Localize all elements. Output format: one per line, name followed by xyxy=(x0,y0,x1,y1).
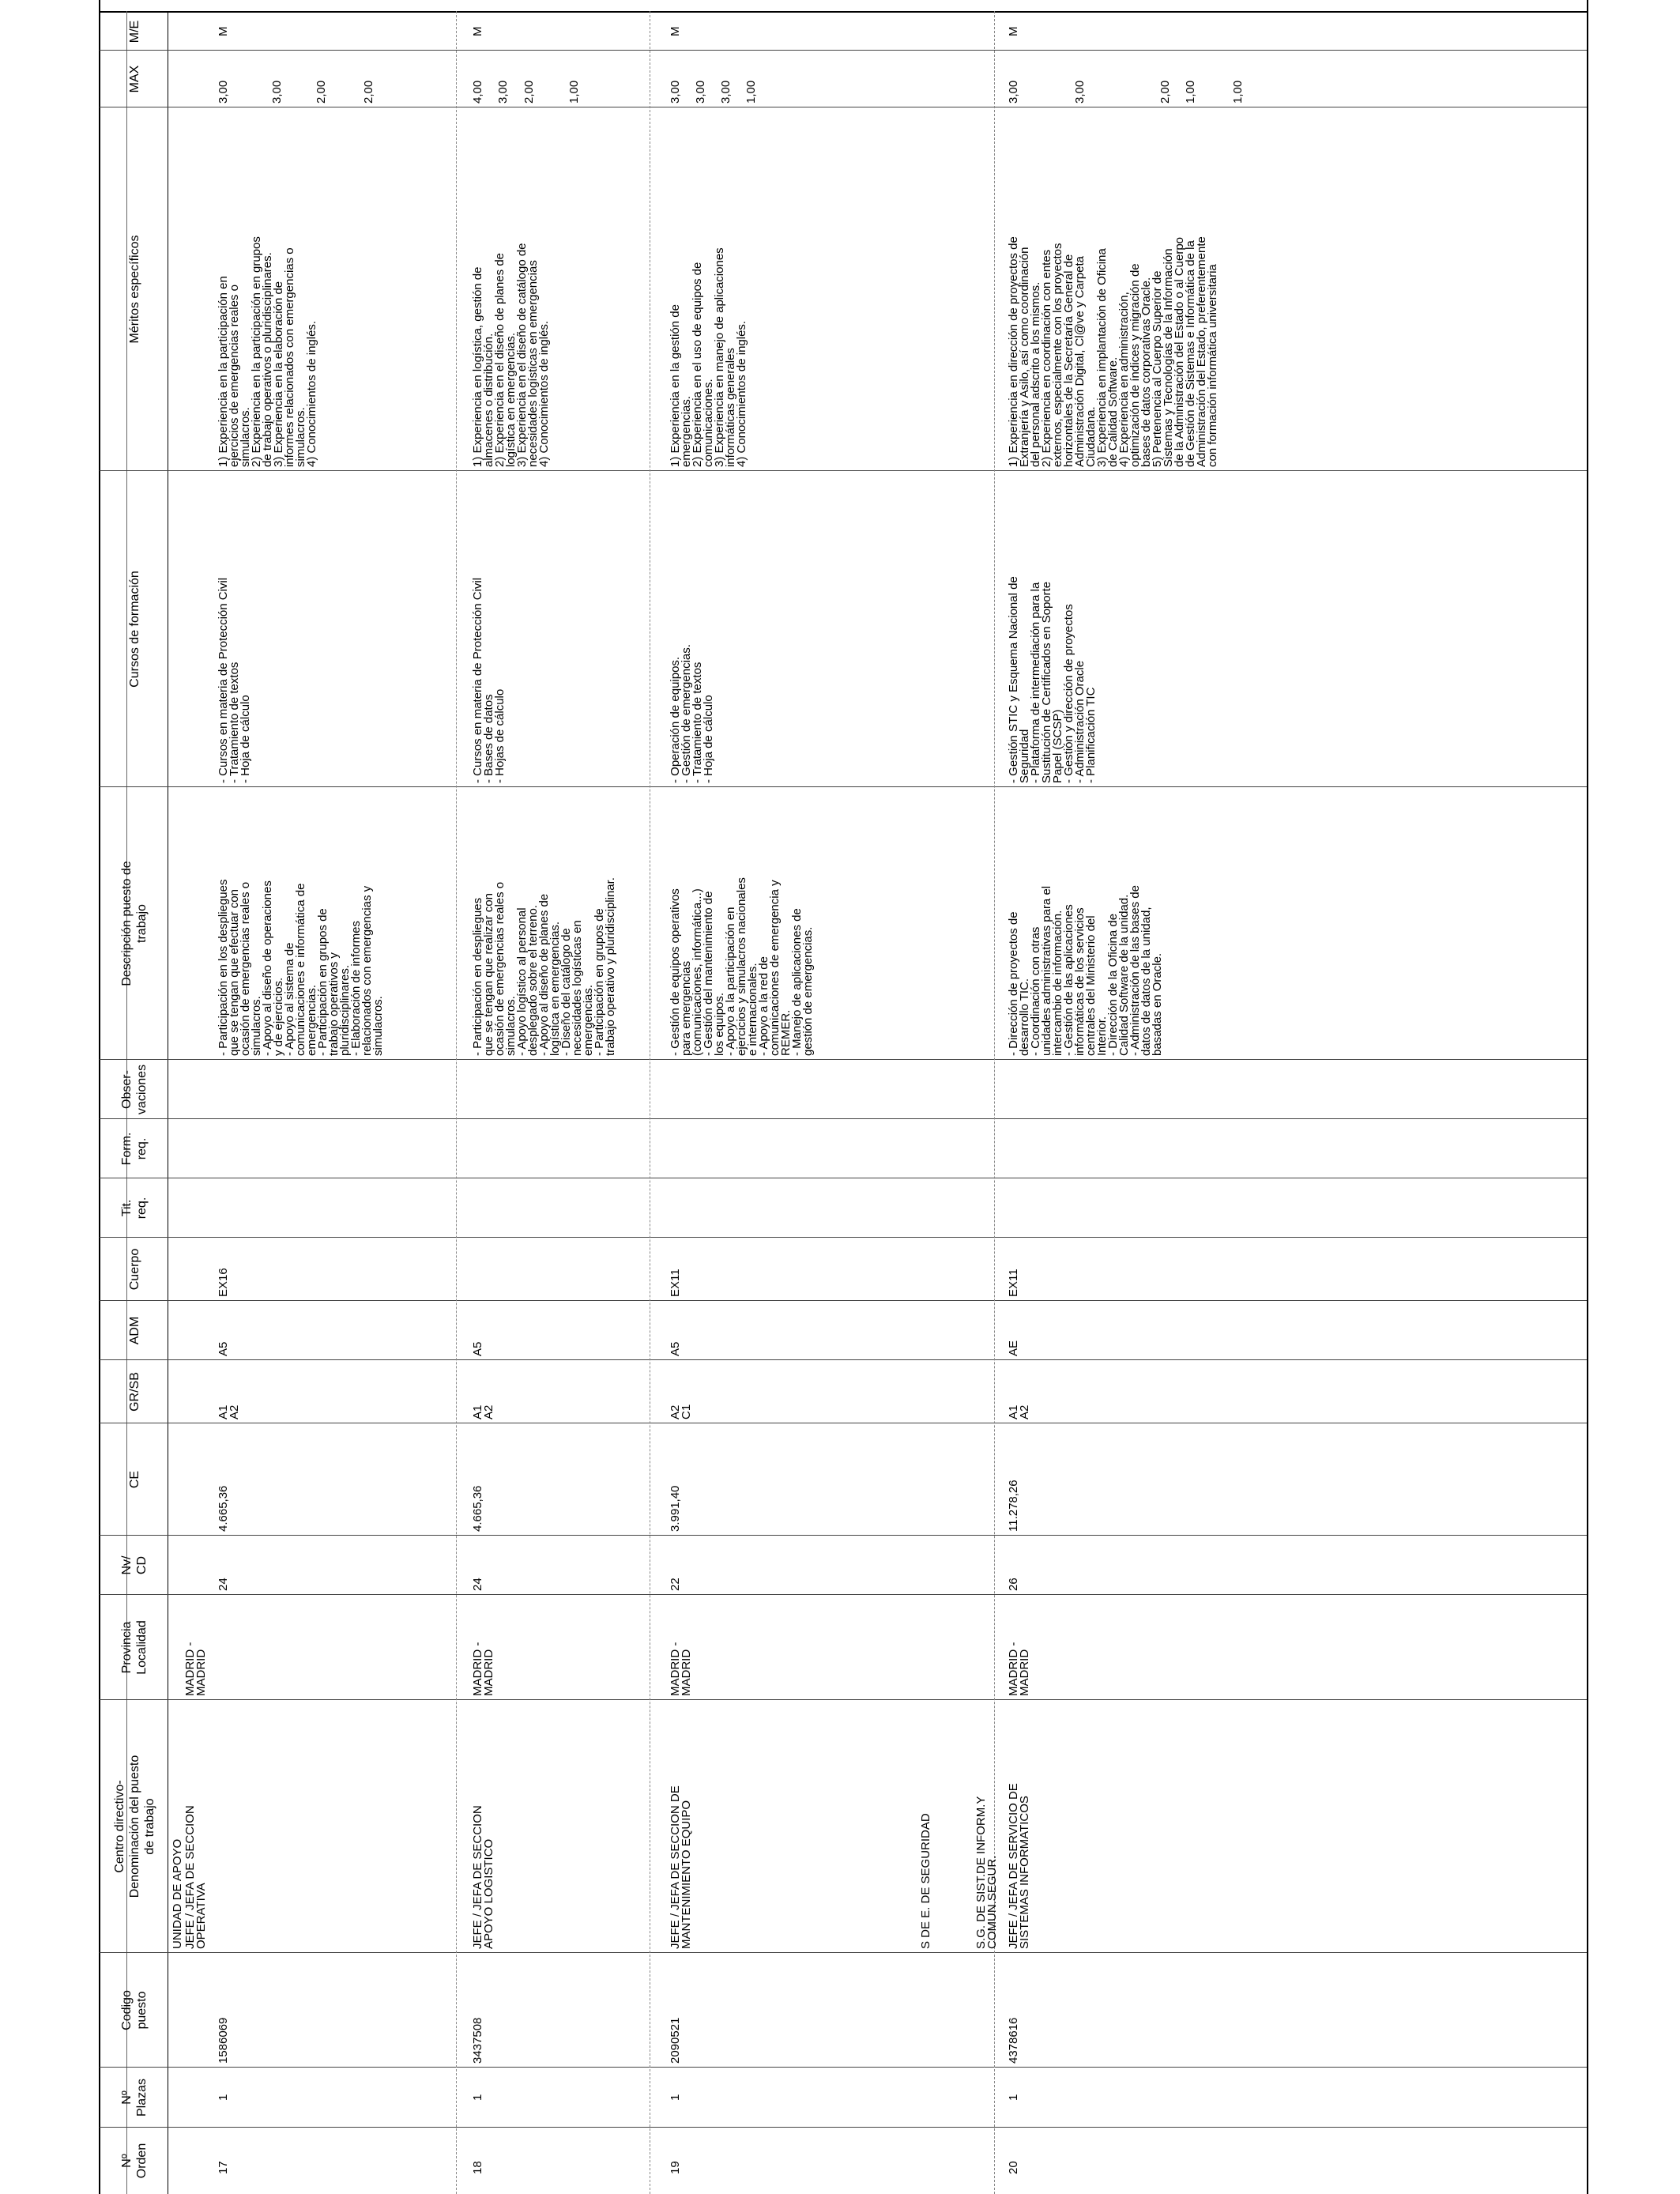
row-codigo: 2090521 xyxy=(669,2017,682,2064)
row-max-3: 2,00 xyxy=(1158,80,1172,104)
header-orden: Nº Orden xyxy=(120,2143,149,2179)
row-me: M xyxy=(669,26,682,36)
col-sep-1 xyxy=(100,2127,1587,2128)
header-nivel: Nv/ CD xyxy=(120,1555,149,1575)
row-cursos: - Cursos en materia de Protección Civil - Tratamiento de textos - Hoja de cálculo xyxy=(217,577,252,783)
row-provincia: MADRID - MADRID xyxy=(1007,1642,1031,1696)
row-max-1: 4,00 xyxy=(471,80,484,104)
header-meritos: Méritos específicos xyxy=(127,235,141,344)
unit-heading-apoyo: UNIDAD DE APOYO xyxy=(171,1838,184,1949)
row-max-2: 3,00 xyxy=(270,80,284,104)
col-sep-15 xyxy=(100,470,1587,471)
header-centro: Centro directivo- Denominación del puesto de trabajo xyxy=(112,1755,156,1898)
row-grsb: A1 A2 xyxy=(1007,1404,1031,1419)
row-plazas: 1 xyxy=(669,2094,682,2101)
col-sep-2 xyxy=(100,2067,1587,2068)
row-max-2: 3,00 xyxy=(1073,80,1087,104)
row-descripcion: - Participación en los despliegues que se tengan que efectuar con ocasión de emergencias reales o simulacros. - Apoyo al diseño de operaciones y de ejercicios. - Apoyo al sistema de comunicaciones e informática de emergencias. - Participación en grupos de trabajo operativos y pluridisciplinares. - Elaboración de informes relacionados con emergencias y simulacros. xyxy=(217,879,385,1056)
header-me: M/E xyxy=(127,20,141,43)
col-sep-13 xyxy=(100,1059,1587,1060)
table-top-border xyxy=(99,0,100,2194)
header-form: Form. req. xyxy=(120,1132,149,1166)
col-sep-5 xyxy=(100,1594,1587,1595)
row-adm: A5 xyxy=(669,1341,682,1356)
row-codigo: 3437508 xyxy=(471,2017,484,2064)
row-nivel: 26 xyxy=(1007,1578,1020,1591)
row-orden: 18 xyxy=(471,2161,484,2174)
row-orden: 19 xyxy=(669,2161,682,2174)
row-max-1: 3,00 xyxy=(669,80,682,104)
row-cuerpo: EX11 xyxy=(669,1269,682,1297)
row-cursos: - Cursos en materia de Protección Civil - Bases de datos - Hojas de cálculo xyxy=(471,577,507,783)
header-grsb: GR/SB xyxy=(127,1372,141,1412)
header-tit: Tit. req. xyxy=(120,1197,149,1220)
row-provincia: MADRID - MADRID xyxy=(669,1642,693,1696)
header-max: MAX xyxy=(127,65,141,93)
row-denominacion: JEFE / JEFA DE SECCION OPERATIVA xyxy=(183,1805,208,1949)
row-nivel: 22 xyxy=(669,1578,682,1591)
col-sep-10 xyxy=(100,1237,1587,1238)
row-provincia: MADRID - MADRID xyxy=(471,1642,495,1696)
row-ce: 4.665,36 xyxy=(471,1485,484,1532)
row-ce: 3.991,40 xyxy=(669,1485,682,1532)
row-sep-17-18 xyxy=(456,11,457,2194)
row-cuerpo: EX16 xyxy=(217,1268,230,1297)
row-orden: 17 xyxy=(217,2161,230,2174)
header-adm: ADM xyxy=(127,1316,141,1345)
table-right-border xyxy=(99,11,1588,13)
row-adm: AE xyxy=(1007,1340,1020,1356)
row-adm: A5 xyxy=(471,1341,484,1356)
row-codigo: 4378616 xyxy=(1007,2017,1020,2064)
row-max-4: 1,00 xyxy=(567,80,581,104)
row-ce: 11.278,26 xyxy=(1007,1480,1020,1532)
row-max-4: 1,00 xyxy=(744,80,758,104)
row-meritos: 1) Experiencia en la participación en ejercicios de emergencias reales o simulacros. 2) Experiencia en la participación en grupos de trabajo operativos o pluridisciplinares. 3) Experiencia en la elaboración de informes relacionados con emergencias o simulacros. 4) Conocimientos de inglés. xyxy=(217,236,318,467)
row-max-4: 1,00 xyxy=(1184,80,1197,104)
row-me: M xyxy=(1007,26,1020,36)
row-denominacion: JEFE / JEFA DE SECCION APOYO LOGISTICO xyxy=(471,1805,495,1949)
row-descripcion: - Gestión de equipos operativos para emergencias (comunicaciones, informática...) - Gestión del mantenimiento de los equipos. - Apoyo a la participación en ejercicios y simulacros nacionales e internacionales. - Apoyo a la red de comunicaciones de emergencia y REMER. - Manejo de aplicaciones de gestión de emergencias. xyxy=(669,877,815,1056)
header-codigo: Codigo puesto xyxy=(120,1990,149,2030)
col-sep-8 xyxy=(100,1359,1587,1360)
row-meritos: 1) Experiencia en logística, gestión de almacenes o distribución. 2) Experiencia en el diseño de planes de logística en emergencias. 3) Experiencia en el diseño de catálogo de necesidades logísticas en emergencias 4) Conocimientos de inglés. xyxy=(471,243,551,467)
col-sep-9 xyxy=(100,1300,1587,1301)
row-meritos: 1) Experiencia en dirección de proyectos de Extranjería y Asilo, así como coordinación del personal adscrito a los mismos. 2) Experiencia en coordinación con entes externos, especialmente con los proyectos horizontales de la Secretaría General de Administración Digital, Cl@ve y Carpeta Ciudadana. 3) Experiencia en implantación de Oficina de Calidad Software. 4) Experiencia en administración, optimización de índices y migración de bases de datos corporativas Oracle. 5) Pertenencia al Cuerpo Superior de Sistemas y Tecnologías de la Información de la Administración del Estado o al Cuerpo de Gestión de Sistemas e Informática de la Administración del Estado, preferentemente con formación informática universitaria xyxy=(1007,236,1219,467)
row-orden: 20 xyxy=(1007,2161,1020,2174)
header-obs: Obser- vaciones xyxy=(120,1064,149,1115)
header-cuerpo: Cuerpo xyxy=(127,1248,141,1291)
table-bottom-border xyxy=(1587,0,1588,2194)
row-max-4: 2,00 xyxy=(362,80,375,104)
row-max-3: 2,00 xyxy=(522,80,536,104)
row-cuerpo: EX11 xyxy=(1007,1269,1020,1297)
row-grsb: A1 A2 xyxy=(471,1404,495,1419)
header-provincia: Provincia Localidad xyxy=(120,1620,149,1675)
row-cursos: - Operación de equipos. - Gestión de emergencias. - Tratamiento de textos - Hoja de cálculo xyxy=(669,644,715,783)
unit-heading-seguridad: S DE E. DE SEGURIDAD xyxy=(919,1813,932,1949)
row-denominacion: JEFE / JEFA DE SERVICIO DE SISTEMAS INFORMATICOS xyxy=(1007,1783,1031,1949)
row-descripcion: - Dirección de proyectos de desarrollo TIC. - Coordinación con otras unidades administrativas para el intercambio de información. - Gestión de las aplicaciones informáticas de los servicios centrales del Ministerio del Interior. - Dirección de la Oficina de Calidad Software de la unidad. - Administración de las bases de datos de datos de la unidad, basadas en Oracle. xyxy=(1007,885,1164,1056)
unit-heading-sist: S.G. DE SIST.DE INFORM.Y COMUN.SEGUR. xyxy=(974,1796,999,1949)
row-plazas: 1 xyxy=(1007,2094,1020,2101)
col-sep-3 xyxy=(100,1952,1587,1953)
row-max-3: 2,00 xyxy=(315,80,328,104)
row-grsb: A1 A2 xyxy=(217,1404,241,1419)
row-grsb: A2 C1 xyxy=(669,1404,693,1419)
col-sep-6 xyxy=(100,1535,1587,1536)
col-sep-12 xyxy=(100,1118,1587,1119)
row-codigo: 1586069 xyxy=(217,2017,230,2064)
row-max-2: 3,00 xyxy=(496,80,510,104)
row-nivel: 24 xyxy=(217,1578,230,1591)
row-max-1: 3,00 xyxy=(217,80,230,104)
row-plazas: 1 xyxy=(471,2094,484,2101)
row-ce: 4.665,36 xyxy=(217,1485,230,1532)
col-sep-4 xyxy=(100,1699,1587,1700)
row-max-2: 3,00 xyxy=(694,80,707,104)
row-cursos: - Gestión STIC y Esquema Nacional de Seguridad - Plataforma de intermediación para la Sustitución de Certificados en Soporte Papel (SCSP) - Gestión y dirección de proyectos - Administración Oracle - Planificación TIC xyxy=(1007,576,1098,783)
row-denominacion: JEFE / JEFA DE SECCION DE MANTENIMIENTO EQUIPO xyxy=(669,1785,693,1949)
row-max-1: 3,00 xyxy=(1007,80,1020,104)
header-plazas: Nº Plazas xyxy=(120,2078,149,2117)
row-descripcion: - Participación en despliegues que se tengan que realizar con ocasión de emergencias reales o simulacros. - Apoyo logístico al personal desplegado sobre el terreno. - Apoyo al diseño de planes de logística en emergencias. - Diseño del catálogo de necesidades logísticas en emergencias. - Participación en grupos de trabajo operativo y pluridisciplinar. xyxy=(471,877,617,1056)
row-max-5: 1,00 xyxy=(1231,80,1245,104)
row-me: M xyxy=(471,26,484,36)
header-descripcion: Descripción puesto de trabajo xyxy=(120,861,149,986)
row-meritos: 1) Experiencia en la gestión de emergencias. 2) Experiencia en el uso de equipos de comunicaciones. 3) Experiencia en manejo de aplicaciones informáticas generales 4) Conocimientos de inglés. xyxy=(669,247,748,467)
col-sep-17 xyxy=(100,50,1587,51)
header-cursos: Cursos de formación xyxy=(127,571,141,688)
row-plazas: 1 xyxy=(217,2094,230,2101)
row-me: M xyxy=(217,26,230,36)
row-max-3: 3,00 xyxy=(719,80,733,104)
row-provincia: MADRID - MADRID xyxy=(183,1642,208,1696)
row-nivel: 24 xyxy=(471,1578,484,1591)
row-adm: A5 xyxy=(217,1341,230,1356)
header-ce: CE xyxy=(127,1470,141,1489)
